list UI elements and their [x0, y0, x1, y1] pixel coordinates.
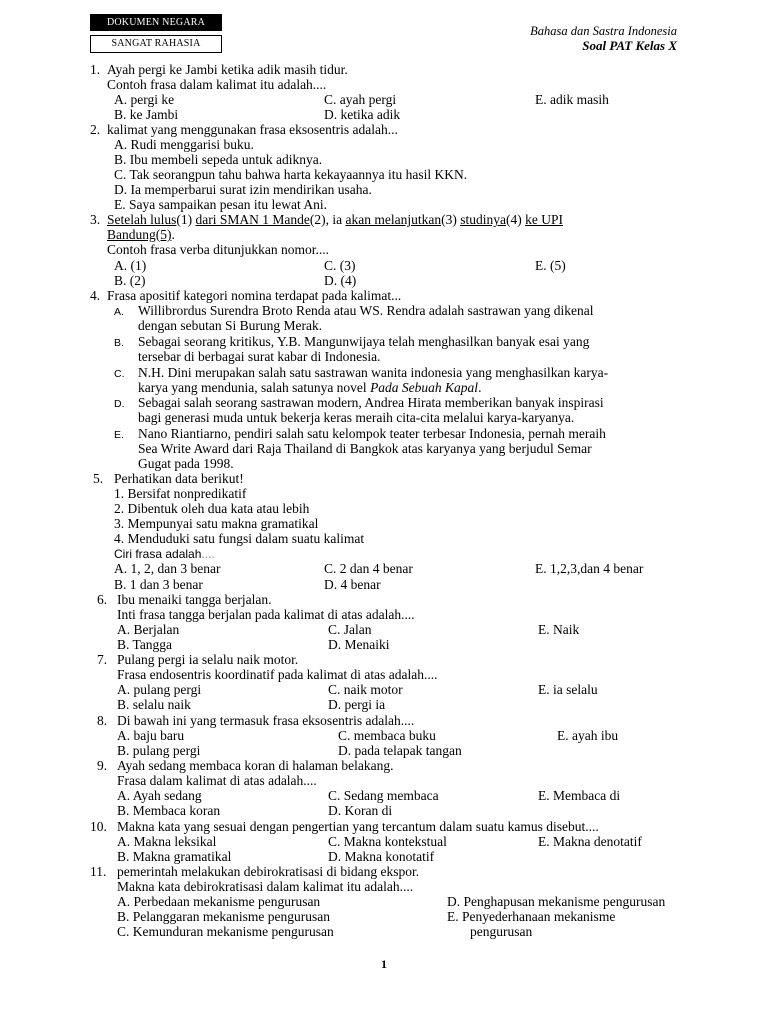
option-b: B. (2) [114, 273, 146, 288]
option-b: Sebagai seorang kritikus, Y.B. Mangunwijaya telah menghasilkan banyak esai yang [138, 334, 590, 349]
option-e: E. (5) [535, 258, 566, 273]
question-number: 7. [97, 652, 108, 667]
secrecy-badge: SANGAT RAHASIA [90, 35, 222, 53]
option-d: D. pada telapak tangan [338, 743, 462, 758]
option-d: D. Penghapusan mekanisme pengurusan [447, 894, 666, 909]
question-number: 5. [93, 471, 104, 486]
question-number: 11. [90, 864, 107, 879]
underlined-phrase: dari SMAN 1 Mande [195, 212, 310, 227]
option-e-cont: Gugat pada 1998. [138, 456, 234, 471]
option-d: D. Koran di [328, 803, 393, 818]
option-a: A. Perbedaan mekanisme pengurusan [117, 894, 321, 909]
option-d: D. Makna konotatif [328, 849, 435, 864]
option-b: B. Pelanggaran mekanisme pengurusan [117, 909, 330, 924]
option-e: E. Membaca di [538, 788, 621, 803]
option-b-cont: tersebar di berbagai surat kabar di Indonesia. [138, 349, 381, 364]
question-number: 4. [90, 288, 101, 303]
option-label: D. [114, 398, 125, 410]
option-c: C. naik motor [328, 682, 403, 697]
question-stem: kalimat yang menggunakan frasa eksosentris adalah... [107, 122, 398, 137]
option-c: C. Kemunduran mekanisme pengurusan [117, 924, 334, 939]
option-b: B. Membaca koran [117, 803, 221, 818]
question-stem [107, 212, 563, 227]
option-e: E. Naik [538, 622, 580, 637]
option-c: C. Makna kontekstual [328, 834, 447, 849]
option-d: D. Menaiki [328, 637, 390, 652]
option-d: D. pergi ia [328, 697, 386, 712]
option-a: A. 1, 2, dan 3 benar [114, 561, 221, 576]
underlined-phrase: Bandung(5) [107, 227, 172, 242]
question-stem: Perhatikan data berikut! [114, 471, 244, 486]
question-stem: Ibu menaiki tangga berjalan. [117, 592, 272, 607]
option-c: C. Sedang membaca [328, 788, 439, 803]
option-e: E. ayah ibu [557, 728, 619, 743]
question-stem: Frasa dalam kalimat di atas adalah.... [117, 773, 317, 788]
option-b: B. Makna gramatikal [117, 849, 232, 864]
option-d-cont: bagi generasi muda untuk bekerja keras meraih cita-cita melalui karya-karyanya. [138, 410, 575, 425]
novel-title: Pada Sebuah Kapal [370, 380, 479, 395]
question-stem: Makna kata debirokratisasi dalam kalimat itu adalah.... [117, 879, 414, 894]
option-e-cont: Sea Write Award dari Raja Thailand di Bangkok atas karyanya yang berjudul Semar [138, 441, 592, 456]
underlined-phrase: studinya [460, 212, 506, 227]
question-number: 9. [97, 758, 108, 773]
option-label: B. [114, 337, 124, 349]
option-e: E. Makna denotatif [538, 834, 642, 849]
page-number: 1 [381, 957, 387, 971]
question-stem: Ayah pergi ke Jambi ketika adik masih tidur. [107, 62, 348, 77]
option-a: A. pulang pergi [117, 682, 202, 697]
question-number: 3. [90, 212, 101, 227]
underlined-phrase: Setelah lulus [107, 212, 177, 227]
option-b: B. ke Jambi [114, 107, 179, 122]
option-b: B. Tangga [117, 637, 173, 652]
option-label: A. [114, 306, 124, 318]
subject-label: Bahasa dan Sastra Indonesia [530, 24, 677, 38]
option-a: A. Makna leksikal [117, 834, 217, 849]
option-label: C. [114, 368, 125, 380]
question-stem: Pulang pergi ia selalu naik motor. [117, 652, 299, 667]
option-e: E. 1,2,3,dan 4 benar [535, 561, 644, 576]
option-b: B. selalu naik [117, 697, 191, 712]
phrase-number: (1) [176, 212, 196, 227]
option-b: B. Ibu membeli sepeda untuk adiknya. [114, 152, 323, 167]
option-a: A. Berjalan [117, 622, 180, 637]
option-d: D. Ia memperbarui surat izin mendirikan usaha. [114, 182, 372, 197]
question-prompt: Ciri frasa adalah.... [114, 546, 215, 561]
option-e: E. Penyederhanaan mekanisme [447, 909, 616, 924]
option-label: E. [114, 429, 124, 441]
question-number: 8. [97, 713, 108, 728]
exam-title: Soal PAT Kelas X [582, 38, 677, 53]
option-a: A. baju baru [117, 728, 185, 743]
option-a-cont: dengan sebutan Si Burung Merak. [138, 318, 323, 333]
option-c-cont: karya yang mendunia, salah satunya novel Pada Sebuah Kapal. [138, 380, 482, 395]
option-b: B. 1 dan 3 benar [114, 577, 203, 592]
underlined-phrase: ke UPI [525, 212, 563, 227]
option-e: E. ia selalu [538, 682, 598, 697]
question-stem: pemerintah melakukan debirokratisasi di bidang ekspor. [117, 864, 420, 879]
question-stem: Contoh frasa dalam kalimat itu adalah.... [107, 77, 327, 92]
option-e: Nano Riantiarno, pendiri salah satu kelompok teater terbesar Indonesia, pernah meraih [138, 426, 606, 441]
list-item: 1. Bersifat nonpredikatif [114, 486, 247, 501]
question-number: 6. [97, 592, 108, 607]
question-stem: Frasa apositif kategori nomina terdapat pada kalimat... [107, 288, 402, 303]
option-a: Willibrordus Surendra Broto Renda atau WS. Rendra adalah sastrawan yang dikenal [138, 303, 594, 318]
question-number: 10. [90, 819, 107, 834]
phrase-number: (2), ia [309, 212, 346, 227]
option-c: C. 2 dan 4 benar [324, 561, 413, 576]
list-item: 3. Mempunyai satu makna gramatikal [114, 516, 319, 531]
option-a: A. pergi ke [114, 92, 175, 107]
option-d: D. (4) [324, 273, 357, 288]
option-c: C. membaca buku [338, 728, 436, 743]
option-c: C. Jalan [328, 622, 372, 637]
option-d: D. ketika adik [324, 107, 401, 122]
question-number: 1. [90, 62, 101, 77]
question-stem: Makna kata yang sesuai dengan pengertian yang tercantum dalam suatu kamus disebut.... [117, 819, 599, 834]
question-stem: Ayah sedang membaca koran di halaman belakang. [117, 758, 394, 773]
question-number: 2. [90, 122, 101, 137]
question-stem: Frasa endosentris koordinatif pada kalimat di atas adalah.... [117, 667, 438, 682]
question-stem: Inti frasa tangga berjalan pada kalimat di atas adalah.... [117, 607, 415, 622]
question-stem: Contoh frasa verba ditunjukkan nomor.... [107, 242, 329, 257]
option-c: C. ayah pergi [324, 92, 397, 107]
question-stem: Bandung(5). [107, 227, 175, 242]
option-a: A. Rudi menggarisi buku. [114, 137, 254, 152]
option-e: E. Saya sampaikan pesan itu lewat Ani. [114, 197, 327, 212]
option-c: C. Tak seorangpun tahu bahwa harta kekayaannya itu hasil KKN. [114, 167, 468, 182]
list-item: 4. Menduduki satu fungsi dalam suatu kalimat [114, 531, 365, 546]
phrase-number: (4) [505, 212, 526, 227]
option-a: A. (1) [114, 258, 147, 273]
option-e: E. adik masih [535, 92, 609, 107]
phrase-number: (3) [441, 212, 461, 227]
list-item: 2. Dibentuk oleh dua kata atau lebih [114, 501, 310, 516]
option-c: N.H. Dini merupakan salah satu sastrawan wanita indonesia yang menghasilkan karya- [138, 365, 609, 380]
underlined-phrase: akan melanjutkan [345, 212, 442, 227]
option-b: B. pulang pergi [117, 743, 201, 758]
option-c: C. (3) [324, 258, 356, 273]
option-a: A. Ayah sedang [117, 788, 202, 803]
option-e-cont: pengurusan [470, 924, 533, 939]
question-stem: Di bawah ini yang termasuk frasa eksosentris adalah.... [117, 713, 415, 728]
option-d: Sebagai salah seorang sastrawan modern, Andrea Hirata memberikan banyak inspirasi [138, 395, 604, 410]
classification-badge: DOKUMEN NEGARA [90, 14, 222, 31]
option-d: D. 4 benar [324, 577, 381, 592]
